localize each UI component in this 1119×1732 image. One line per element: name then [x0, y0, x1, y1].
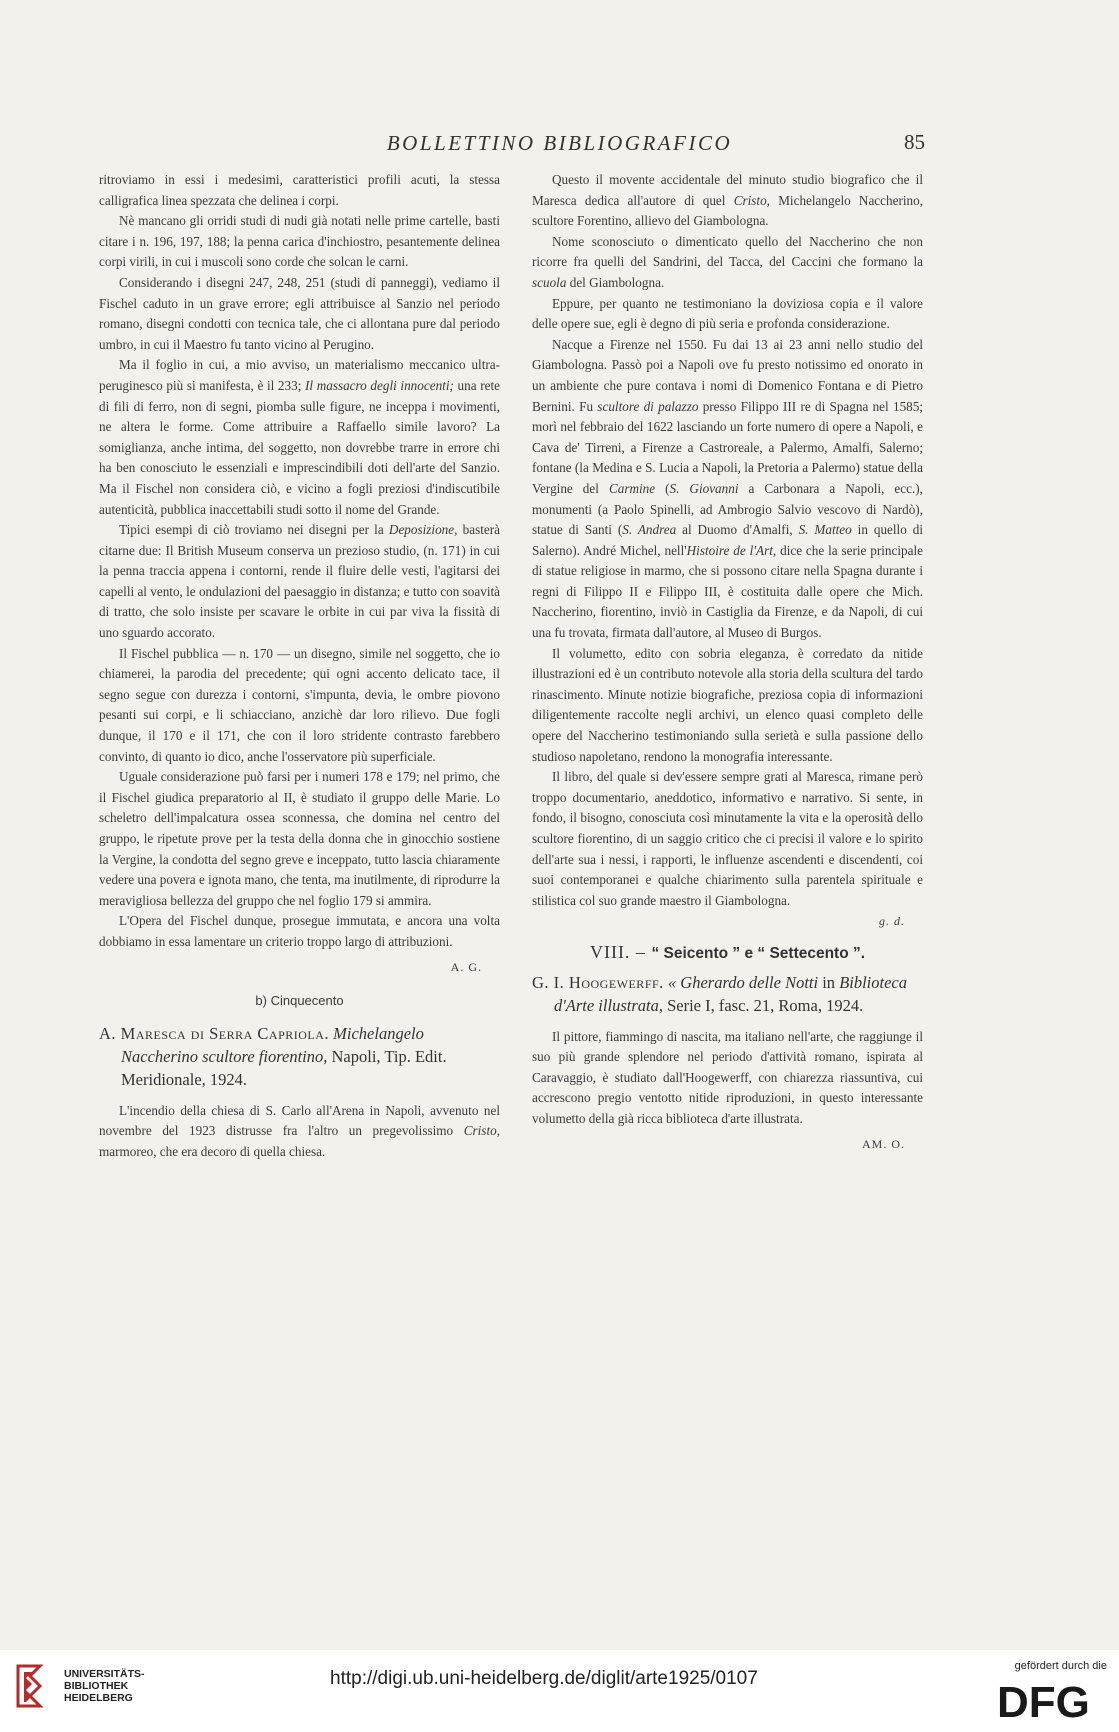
- source-url-link[interactable]: http://digi.ub.uni-heidelberg.de/diglit/arte1925/0107: [330, 1668, 758, 1689]
- italic-term: S. Matteo: [798, 522, 852, 538]
- paragraph: Il volumetto, edito con sobria eleganza, è corredato da nitide illustrazioni ed è un contributo notevole alla storia della scultura del tardo rinascimento. Minute notizie biografiche, preziosa copia di informazioni diligentemente raccolte negli archivi, un elenco quasi completo delle opere del Naccherino testimoniando sulla serietà e sulla passione dello studioso napoletano, rendono la monografia interessante.: [532, 645, 923, 764]
- text-run: Nome sconosciuto o dimenticato quello del Naccherino che non ricorre fra quelli del Sandrini, del Tacca, del Caccini che formano la: [532, 233, 923, 270]
- paragraph: [99, 520, 500, 644]
- library-line: HEIDELBERG: [64, 1692, 133, 1704]
- author-signature: g. d.: [879, 914, 905, 929]
- italic-term: S. Giovanni: [669, 480, 739, 496]
- bib-publisher: Serie I, fasc. 21, Roma, 1924.: [662, 995, 864, 1015]
- text-run: Tipici esempi di ciò troviamo nei disegni per la: [119, 522, 389, 538]
- text-run: marmoreo, che era decoro di quella chiesa.: [99, 1143, 326, 1159]
- bib-series: Biblioteca d'Arte illustrata,: [554, 972, 908, 1015]
- italic-term: Carmine: [608, 480, 656, 496]
- text-run: Ma il foglio in cui, a mio avviso, un materialismo meccanico ultra-peruginesco più si manifesta, è il 233;: [99, 357, 500, 393]
- section-heading: [532, 942, 923, 965]
- library-line: BIBLIOTHEK: [64, 1680, 129, 1692]
- running-title: BOLLETTINO BIBLIOGRAFICO: [386, 131, 733, 155]
- section-number: VIII. –: [589, 941, 646, 962]
- artwork-title: Deposizione,: [388, 522, 458, 538]
- text-run: una rete di fili di ferro, non di segni, piomba sulle figure, ne inceppa i movimenti, ne altera le forme. Come attribuire a Raffaello simile lavoro? La somiglianza, anche intima, del soggetto, non dovrebbe trarre in errore chi ha ben conosciuto le essenziali e imprescindibili doti dell'arte del Sanzio. Ma il Fischel non considera ciò, e vicino a fogli preziosi d'indiscutibile autenticità, pubblica inaccettabili studi sotto il nome del Grande.: [99, 377, 500, 517]
- paragraph: Il pittore, fiammingo di nascita, ma italiano nell'arte, che raggiunge il suo più grande splendore nel periodo d'attività romano, ispirata al Caravaggio, è studiato dall'Hoogewerff, con chiarezza riassuntiva, cui accrescono pregio ventotto nitide riproduzioni, in questo interessante volumetto della già ricca biblioteca d'arte illustrata.: [532, 1028, 923, 1126]
- paragraph: L'Opera del Fischel dunque, prosegue immutata, e ancora una volta dobbiamo in essa lamentare un criterio troppo largo di attribuzioni.: [99, 913, 500, 949]
- bib-publisher: Napoli, Tip. Edit. Meridionale, 1924.: [121, 1046, 447, 1089]
- author-signature: AM. O.: [861, 1136, 905, 1151]
- paragraph: [532, 335, 923, 644]
- subsection-heading: b) Cinquecento: [255, 993, 344, 1009]
- dfg-logo-text: DFG: [997, 1678, 1090, 1721]
- italic-term: S. Andrea: [622, 522, 677, 538]
- paragraph: [532, 170, 923, 232]
- author-signature: A. G.: [450, 959, 482, 974]
- paragraph: Il libro, del quale si dev'essere sempre grati al Maresca, rimane però troppo documentario, aneddotico, informativo e narrativo. Si sente, in fondo, il bisogno, conosciuta così minutamente la vita e la operosità dello scultore fiorentino, di un saggio critico che ci precisi il valore e lo spirito dell'arte sua i nessi, i rapporti, le influenze ascendenti e discendenti, coi suoi contemporanei e qualche chiarimento sulla parentela spirituale e stilistica col suo grande maestro il Giambologna.: [532, 769, 923, 908]
- paragraph: [532, 232, 923, 294]
- right-column: [532, 170, 923, 1160]
- text-run: L'incendio della chiesa di S. Carlo all'Arena in Napoli, avvenuto nel novembre del 1923 distrusse fra l'altro un pregevolissimo: [99, 1102, 500, 1139]
- paragraph: Uguale considerazione può farsi per i numeri 178 e 179; nel primo, che il Fischel giudica preparatorio al II, è studiato il gruppo delle Marie. Lo scheletro dell'impalcatura ossea sconnessa, che domina nel centro del gruppo, le ripetute prove per la testa della donna che in ginocchio sostiene la Vergine, la condotta del segno greve e inceppato, tutto lascia chiaramente vedere una povera e ignota mano, che tenta, ma inutilmente, di riprodurre la meravigliosa bellezza del gruppo che nel foglio 179 si ammira.: [99, 769, 500, 908]
- paragraph: [99, 1101, 500, 1163]
- artwork-title: Cristo,: [463, 1123, 500, 1139]
- university-library-logo-icon: [14, 1664, 48, 1708]
- library-line: UNIVERSITÄTS-: [64, 1668, 145, 1680]
- paragraph: ritroviamo in essi i medesimi, caratteristici profili acuti, la stessa calligrafica linea spezzata che delinea i corpi.: [99, 172, 500, 208]
- library-name: [64, 1668, 145, 1704]
- bib-connector: in: [818, 972, 840, 992]
- text-run: presso Filippo III re di Spagna nel 1585; morì nel febbraio del 1622 lasciando un forte numero di opere a Napoli, e Cava de' Tirreni, a Firenze a Castroreale, a Palermo, Amalfi, Salerno; fontane (la Medina e S. Lucia a Napoli, la Pretoria a Palermo) statue della Vergine del: [532, 398, 924, 496]
- paragraph: Nè mancano gli orridi studi di nudi già notati nelle prime cartelle, basti citare i n. 196, 197, 188; la penna carica d'inchiostro, pesantemente delinea corpi virili, in cui i muscoli sono corde che solcan le carni.: [99, 213, 500, 270]
- text-run: Questo il movente accidentale del minuto studio biografico che il Maresca dedica all'autore di quel: [532, 172, 923, 208]
- paragraph: Considerando i disegni 247, 248, 251 (studi di panneggi), vediamo il Fischel caduto in un grave errore; egli attribuisce al Sanzio nel periodo romano, disegni condotti con tecnica tale, che ci allontana pure dal periodo umbro, in cui il Maestro fu tanto vicino al Perugino.: [99, 274, 500, 352]
- text-run: a Carbonara a Napoli, ecc.), monumenti (a Paolo Spinelli, ad Ambrogio Salvio vescovo di Nardò), statue di Santi (: [532, 480, 923, 538]
- text-run: Nacque a Firenze nel 1550. Fu dai 13 ai 23 anni nello studio del Giambologna. Passò poi a Napoli ove fu presto notissimo ed onorato in un ambiente che pure contava i nomi di Domenico Fontana e di Pietro Bernini. Fu: [532, 336, 923, 414]
- bib-title: Michelangelo Naccherino scultore fiorentino,: [121, 1023, 424, 1066]
- bib-author: A. Maresca di Serra Capriola.: [99, 1023, 330, 1043]
- text-run: (: [655, 480, 670, 496]
- bibliographic-entry: [99, 1022, 500, 1091]
- text-run: al Duomo d'Amalfi,: [676, 522, 799, 538]
- section-title: “ Seicento ” e “ Settecento ”.: [651, 944, 866, 962]
- paragraph: [99, 355, 500, 520]
- bib-author: G. I. Hoogewerff.: [532, 972, 664, 992]
- artwork-title: Il massacro degli innocenti;: [305, 377, 454, 393]
- funded-by-label: gefördert durch die: [1014, 1660, 1107, 1672]
- text-run: in quello di Salerno). André Michel, nell': [532, 522, 923, 558]
- bib-title: « Gherardo delle Notti: [667, 972, 819, 992]
- dfg-logo-icon: [995, 1677, 1105, 1721]
- paragraph: Eppure, per quanto ne testimoniano la doviziosa copia e il valore delle opere sue, egli è degno di più seria e profonda considerazione.: [532, 295, 923, 332]
- paragraph: Il Fischel pubblica — n. 170 — un disegno, simile nel soggetto, che io chiamerei, la parodia del precedente; qui ogni accento delicato tace, il segno segue con durezza i contorni, s'impunta, devia, le ombre piovono pesanti sui corpi, e li schiacciano, anzichè dar loro rilievo. Due fogli dunque, il 170 e il 171, che con il loro stridente contrasto farebbero convinto, di quanto io dico, anche l'osservatore più superficiale.: [99, 645, 500, 764]
- artwork-title: Cristo,: [733, 192, 770, 208]
- text-run: basterà citarne due: Il British Museum conserva un prezioso studio, (n. 171) in cui la penna traccia appena i contorni, rende il fluire delle vesti, l'agitarsi dei capelli al vento, le ondulazioni del paesaggio in distanza; e tutto con soavità di tratto, che solo insiste per scavare le orbite in cui par viva la fissità di uno sguardo accorato.: [99, 522, 500, 641]
- text-run: Michelangelo Naccherino, scultore Forentino, allievo del Giambologna.: [532, 192, 923, 229]
- footer-bar: [0, 1650, 1119, 1732]
- left-column: [99, 170, 500, 1163]
- book-title: Histoire de l'Art,: [686, 542, 777, 558]
- page-number: 85: [904, 130, 925, 154]
- bibliographic-entry: [532, 971, 923, 1017]
- italic-term: scuola: [532, 274, 567, 290]
- text-run: dice che la serie principale di statue religiose in marmo, che si possono citare nella Spagna durante i regni di Filippo II e Filippo III, è costituita dalle opere che Mich. Naccherino, fiorentino, inviò in Castiglia da Firenze, e da Napoli, di cui una fu trovata, firmata dall'autore, al Museo di Burgos.: [532, 542, 923, 641]
- italic-term: scultore di palazzo: [597, 398, 699, 414]
- text-run: del Giambologna.: [566, 274, 665, 290]
